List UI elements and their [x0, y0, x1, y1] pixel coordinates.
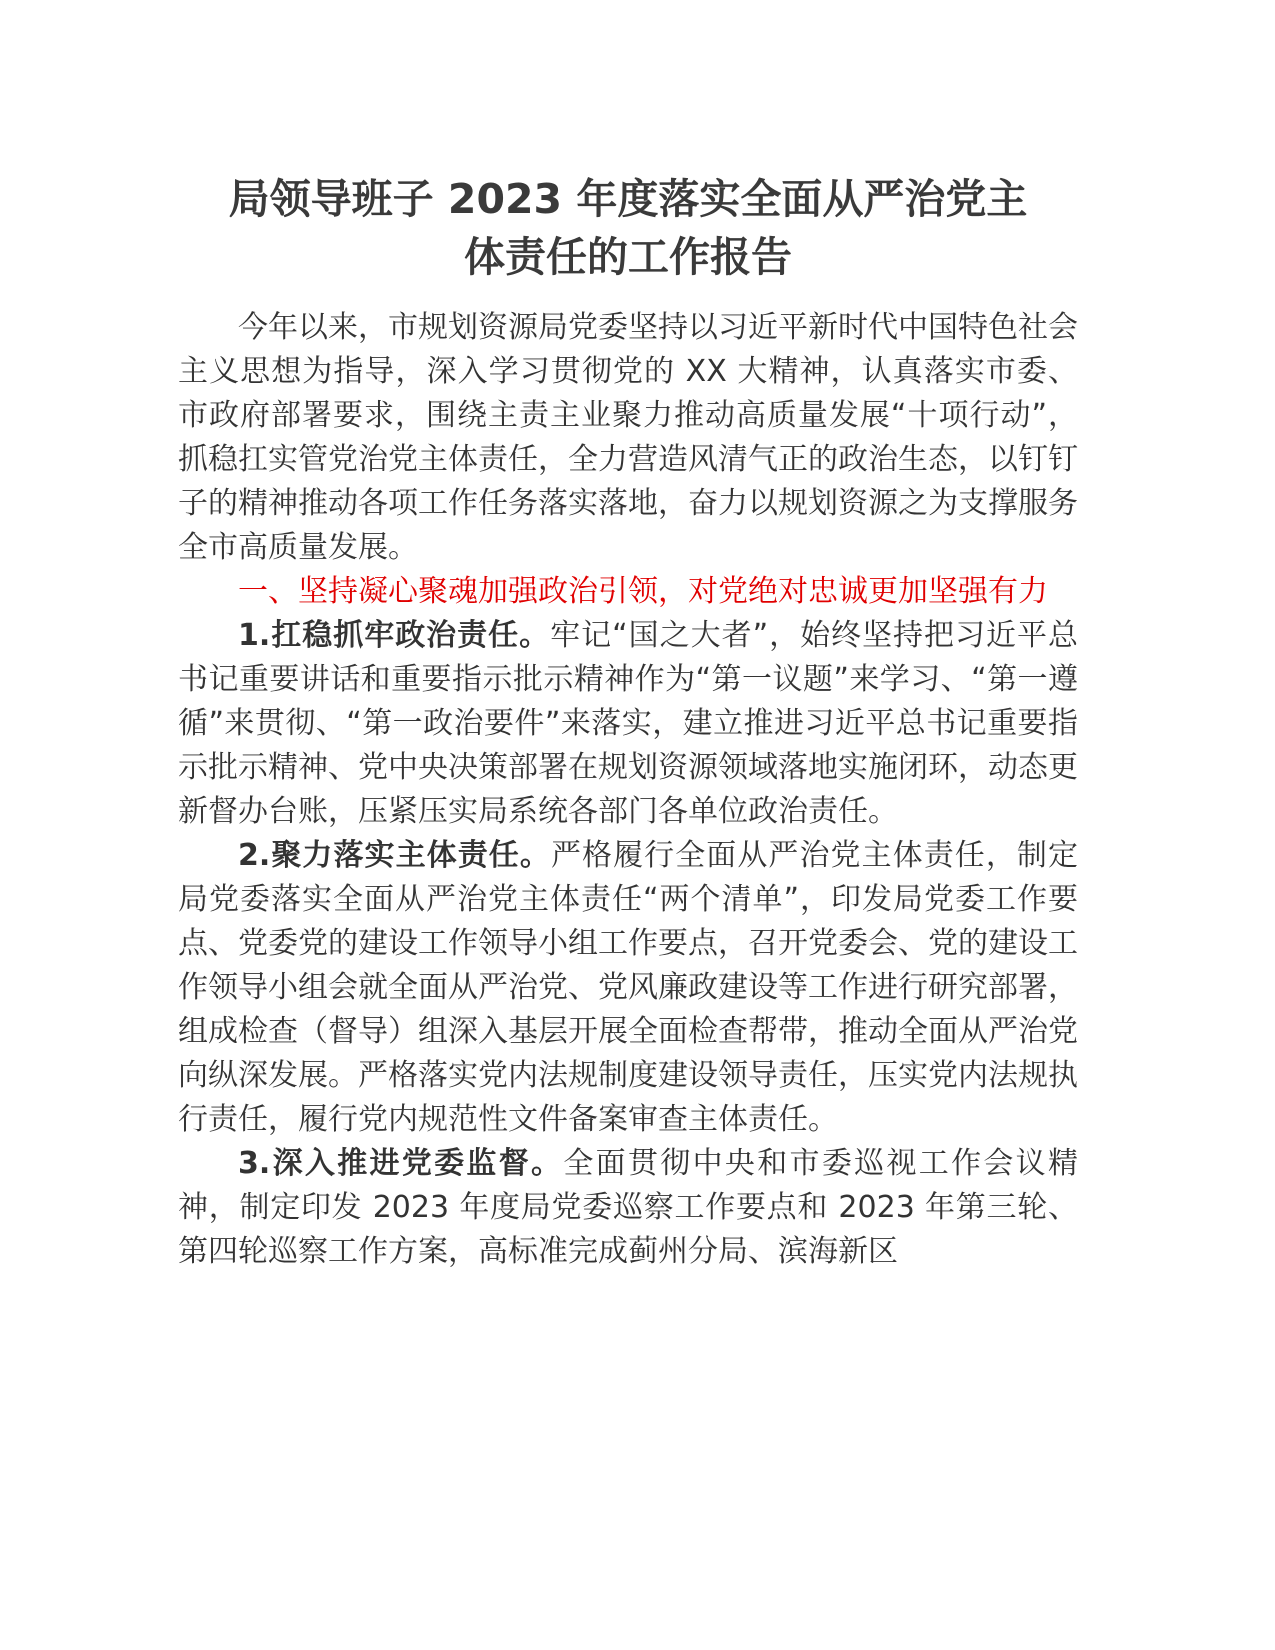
item-3-lead: 3.深入推进党委监督。 [238, 1146, 564, 1181]
document-title [178, 170, 1078, 286]
item-1-lead: 1.扛稳抓牢政治责任。 [238, 618, 551, 653]
item-1-text: 牢记“国之大者”，始终坚持把习近平总书记重要讲话和重要指示批示精神作为“第一议题”来学习、“第一遵循”来贯彻、“第一政治要件”来落实，建立推进习近平总书记重要指示批示精神、党中央决策部署在规划资源领域落地实施闭环，动态更新督办台账，压紧压实局系统各部门各单位政治责任。 [178, 618, 1078, 829]
item-2-text: 严格履行全面从严治党主体责任，制定局党委落实全面从严治党主体责任“两个清单”，印发局党委工作要点、党委党的建设工作领导小组工作要点，召开党委会、党的建设工作领导小组会就全面从严治党、党风廉政建设等工作进行研究部署，组成检查（督导）组深入基层开展全面检查帮带，推动全面从严治党向纵深发展。严格落实党内法规制度建设领导责任，压实党内法规执行责任，履行党内规范性文件备案审查主体责任。 [178, 838, 1078, 1137]
item-paragraph-1 [178, 614, 1078, 834]
item-2-lead: 2.聚力落实主体责任。 [238, 838, 551, 873]
document-body [178, 306, 1078, 1274]
item-3-text: 全面贯彻中央和市委巡视工作会议精神，制定印发 2023 年度局党委巡察工作要点和 2023 年第三轮、第四轮巡察工作方案，高标准完成蓟州分局、滨海新区 [178, 1146, 1078, 1269]
title-line-2: 体责任的工作报告 [464, 233, 792, 281]
document-page [178, 170, 1078, 1274]
intro-paragraph: 今年以来，市规划资源局党委坚持以习近平新时代中国特色社会主义思想为指导，深入学习贯彻党的 XX 大精神，认真落实市委、市政府部署要求，围绕主责主业聚力推动高质量发展“十项行动”，抓稳扛实管党治党主体责任，全力营造风清气正的政治生态，以钉钉子的精神推动各项工作任务落实落地，奋力以规划资源之为支撑服务全市高质量发展。 [178, 310, 1078, 565]
section-1-heading: 一、坚持凝心聚魂加强政治引领，对党绝对忠诚更加坚强有力 [238, 574, 1048, 609]
item-paragraph-2 [178, 834, 1078, 1142]
item-paragraph-3 [178, 1142, 1078, 1274]
title-line-1: 局领导班子 2023 年度落实全面从严治党主 [228, 175, 1028, 223]
